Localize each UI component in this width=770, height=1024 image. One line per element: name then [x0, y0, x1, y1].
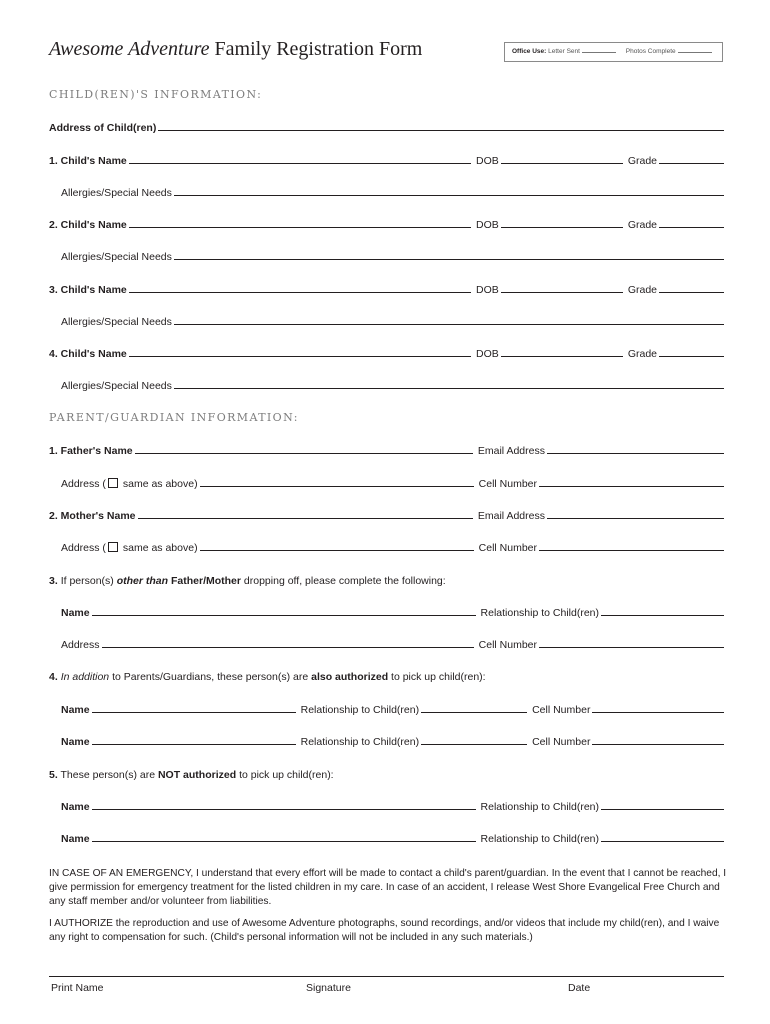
other-address-field[interactable]: [102, 647, 474, 648]
child-4-dob-field[interactable]: [501, 356, 623, 357]
child-3-dob-label: DOB: [476, 284, 499, 296]
authorization-statement: I AUTHORIZE the reproduction and use of Awesome Adventure photographs, sound recordings, and/or videos that include my child(ren), and I waive any right to compensation for such. (Child's personal information will not be included in any such materials.): [49, 918, 720, 943]
not-authorized-2-relationship-field[interactable]: [601, 841, 724, 842]
other-name-label: Name: [61, 607, 90, 619]
children-address-row: [49, 118, 724, 134]
child-4-dob-label: DOB: [476, 348, 499, 360]
authorized-2-name-field[interactable]: [92, 744, 296, 745]
child-1-allergies-field[interactable]: [174, 195, 724, 196]
authorized-row-2: [61, 732, 724, 748]
child-2-allergies-row: [61, 247, 724, 263]
authorized-1-relationship-field[interactable]: [421, 712, 527, 713]
child-3-allergies-label: Allergies/Special Needs: [61, 316, 172, 328]
office-use-box: [504, 42, 723, 62]
mother-email-label: Email Address: [477, 510, 545, 522]
child-1-row: [49, 151, 724, 167]
child-1-name-label: 1. Child's Name: [49, 155, 127, 167]
child-3-name-field[interactable]: [129, 292, 471, 293]
child-4-grade-label: Grade: [627, 348, 657, 360]
not-authorized-row-1: [61, 797, 724, 813]
not-authorized-2-name-label: Name: [61, 833, 90, 845]
child-3-dob-field[interactable]: [501, 292, 623, 293]
father-email-field[interactable]: [547, 453, 724, 454]
authorized-1-name-label: Name: [61, 704, 90, 716]
not-authorized-2-relationship-label: Relationship to Child(ren): [480, 833, 599, 845]
mother-cell-field[interactable]: [539, 550, 724, 551]
child-1-dob-field[interactable]: [501, 163, 623, 164]
authorized-1-relationship-label: Relationship to Child(ren): [300, 704, 420, 716]
authorized-1-cell-field[interactable]: [592, 712, 724, 713]
other-relationship-field[interactable]: [601, 615, 724, 616]
father-email-label: Email Address: [477, 445, 545, 457]
mother-same-checkbox[interactable]: [108, 542, 118, 552]
not-authorized-1-name-label: Name: [61, 801, 90, 813]
not-authorized-row-2: [61, 829, 724, 845]
signature-label: Signature: [306, 982, 351, 994]
child-2-name-label: 2. Child's Name: [49, 219, 127, 231]
not-authorized-instructions: 5. These person(s) are NOT authorized to pick up child(ren):: [49, 769, 334, 781]
other-relationship-label: Relationship to Child(ren): [480, 607, 599, 619]
child-1-dob-label: DOB: [476, 155, 499, 167]
child-2-row: [49, 215, 724, 231]
mother-row: [49, 506, 724, 522]
authorized-2-name-label: Name: [61, 736, 90, 748]
authorized-2-relationship-label: Relationship to Child(ren): [300, 736, 420, 748]
not-authorized-1-relationship-label: Relationship to Child(ren): [480, 801, 599, 813]
mother-name-label: 2. Mother's Name: [49, 510, 136, 522]
father-address-field[interactable]: [200, 486, 474, 487]
mother-cell-label: Cell Number: [478, 542, 537, 554]
office-use-label: Office Use:: [512, 48, 547, 55]
other-address-label: Address: [61, 639, 100, 651]
child-4-allergies-field[interactable]: [174, 388, 724, 389]
other-instructions: 3. If person(s) other than Father/Mother dropping off, please complete the following:: [49, 575, 446, 587]
child-4-name-field[interactable]: [129, 356, 471, 357]
child-3-allergies-field[interactable]: [174, 324, 724, 325]
child-2-name-field[interactable]: [129, 227, 471, 228]
other-address-row: [61, 635, 724, 651]
letter-sent-line[interactable]: [582, 52, 616, 53]
child-3-name-label: 3. Child's Name: [49, 284, 127, 296]
child-1-name-field[interactable]: [129, 163, 471, 164]
child-2-grade-label: Grade: [627, 219, 657, 231]
mother-name-field[interactable]: [138, 518, 473, 519]
other-cell-field[interactable]: [539, 647, 724, 648]
not-authorized-1-relationship-field[interactable]: [601, 809, 724, 810]
form-title: [49, 38, 422, 61]
print-name-label: Print Name: [51, 982, 104, 994]
mother-address-field[interactable]: [200, 550, 474, 551]
other-name-field[interactable]: [92, 615, 476, 616]
date-label: Date: [568, 982, 591, 994]
authorized-2-cell-field[interactable]: [592, 744, 724, 745]
father-address-label: Address ( same as above): [61, 478, 198, 490]
not-authorized-1-name-field[interactable]: [92, 809, 476, 810]
signature-line[interactable]: [49, 976, 724, 977]
other-cell-label: Cell Number: [478, 639, 537, 651]
title-italic: Awesome Adventure: [49, 38, 210, 60]
child-2-allergies-field[interactable]: [174, 259, 724, 260]
child-3-row: [49, 280, 724, 296]
father-name-field[interactable]: [135, 453, 473, 454]
title-rest: Family Registration Form: [214, 38, 423, 60]
father-address-row: [61, 474, 724, 490]
mother-address-row: [61, 538, 724, 554]
child-4-name-label: 4. Child's Name: [49, 348, 127, 360]
child-4-row: [49, 344, 724, 360]
other-num: 3.: [49, 575, 58, 587]
father-cell-field[interactable]: [539, 486, 724, 487]
photos-complete-line[interactable]: [678, 52, 712, 53]
authorized-2-relationship-field[interactable]: [421, 744, 527, 745]
child-3-grade-label: Grade: [627, 284, 657, 296]
child-4-allergies-row: [61, 376, 724, 392]
authorized-2-cell-label: Cell Number: [532, 736, 591, 748]
other-name-row: [61, 603, 724, 619]
father-cell-label: Cell Number: [478, 478, 537, 490]
father-name-label: 1. Father's Name: [49, 445, 133, 457]
not-authorized-2-name-field[interactable]: [92, 841, 476, 842]
section-children-heading: CHILD(REN)'S INFORMATION:: [49, 88, 263, 101]
mother-email-field[interactable]: [547, 518, 724, 519]
child-4-allergies-label: Allergies/Special Needs: [61, 380, 172, 392]
child-1-grade-label: Grade: [627, 155, 657, 167]
authorized-1-cell-label: Cell Number: [532, 704, 591, 716]
letter-sent-label: Letter Sent: [548, 48, 580, 55]
authorized-1-name-field[interactable]: [92, 712, 296, 713]
section-parents-heading: PARENT/GUARDIAN INFORMATION:: [49, 411, 299, 424]
child-1-allergies-label: Allergies/Special Needs: [61, 187, 172, 199]
child-2-grade-field[interactable]: [659, 227, 724, 228]
child-3-grade-field[interactable]: [659, 292, 724, 293]
children-address-field[interactable]: [158, 130, 724, 131]
children-address-label: Address of Child(ren): [49, 122, 157, 134]
photos-complete-label: Photos Complete: [625, 48, 676, 55]
child-2-allergies-label: Allergies/Special Needs: [61, 251, 172, 263]
authorized-row-1: [61, 700, 724, 716]
emergency-statement: IN CASE OF AN EMERGENCY, I understand that every effort will be made to contact a child's parent/guardian. In the event that I cannot be reached, I give permission for emergency treatment for the listed children in my care. In case of an accident, I release West Shore Evangelical Free Church and any staff member and/or volunteer from liabilities.: [49, 868, 727, 907]
child-4-grade-field[interactable]: [659, 356, 724, 357]
child-2-dob-field[interactable]: [501, 227, 623, 228]
mother-address-label: Address ( same as above): [61, 542, 198, 554]
child-3-allergies-row: [61, 312, 724, 328]
child-2-dob-label: DOB: [476, 219, 499, 231]
father-row: [49, 441, 724, 457]
child-1-allergies-row: [61, 183, 724, 199]
father-same-checkbox[interactable]: [108, 478, 118, 488]
child-1-grade-field[interactable]: [659, 163, 724, 164]
authorized-instructions: 4. In addition to Parents/Guardians, these person(s) are also authorized to pick up child(ren):: [49, 671, 486, 683]
